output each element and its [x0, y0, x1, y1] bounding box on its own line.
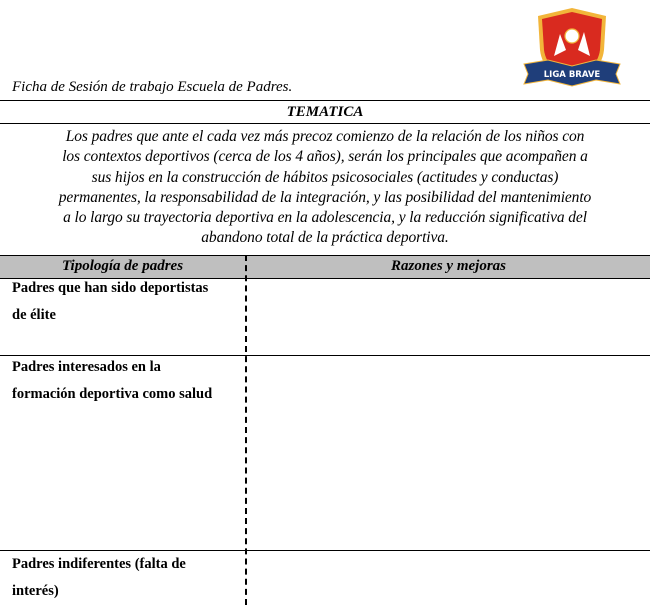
row-label-salud: Padres interesados en la formación deportiva como salud: [12, 359, 213, 402]
description-paragraph: [8, 127, 642, 249]
paragraph-line: permanentes, la responsabilidad de la integración, y las posibilidad del mantenimiento: [58, 188, 592, 206]
section-title: TEMATICA: [286, 104, 364, 120]
header-razones: Razones y mejoras: [390, 258, 506, 274]
row-label-elite: Padres que han sido deportistas de élite: [12, 280, 209, 323]
header-title: Ficha de Sesión de trabajo Escuela de Padres.: [12, 79, 293, 95]
column-divider: [245, 255, 247, 605]
paragraph-line: sus hijos en la construcción de hábitos psicosociales (actitudes y conductas): [91, 168, 559, 186]
paragraph-line: abandono total de la práctica deportiva.: [201, 229, 449, 247]
paragraph-line: a lo largo su trayectoria deportiva en la adolescencia, y la reducción significativa del: [63, 209, 587, 227]
logo-ball: [565, 29, 579, 43]
logo-text: LIGA BRAVE: [543, 70, 601, 80]
row-label-indiferentes: Padres indiferentes (falta de interés): [12, 556, 186, 599]
liga-brave-logo: [520, 6, 624, 92]
header-tipologia: Tipología de padres: [61, 258, 184, 274]
divider-top: [0, 100, 650, 101]
paragraph-line: Los padres que ante el cada vez más precoz comienzo de la relación de los niños con: [65, 128, 585, 145]
divider-section: [0, 123, 650, 124]
paragraph-line: los contextos deportivos (cerca de los 4 años), serán los principales que acompañen a: [62, 148, 588, 166]
